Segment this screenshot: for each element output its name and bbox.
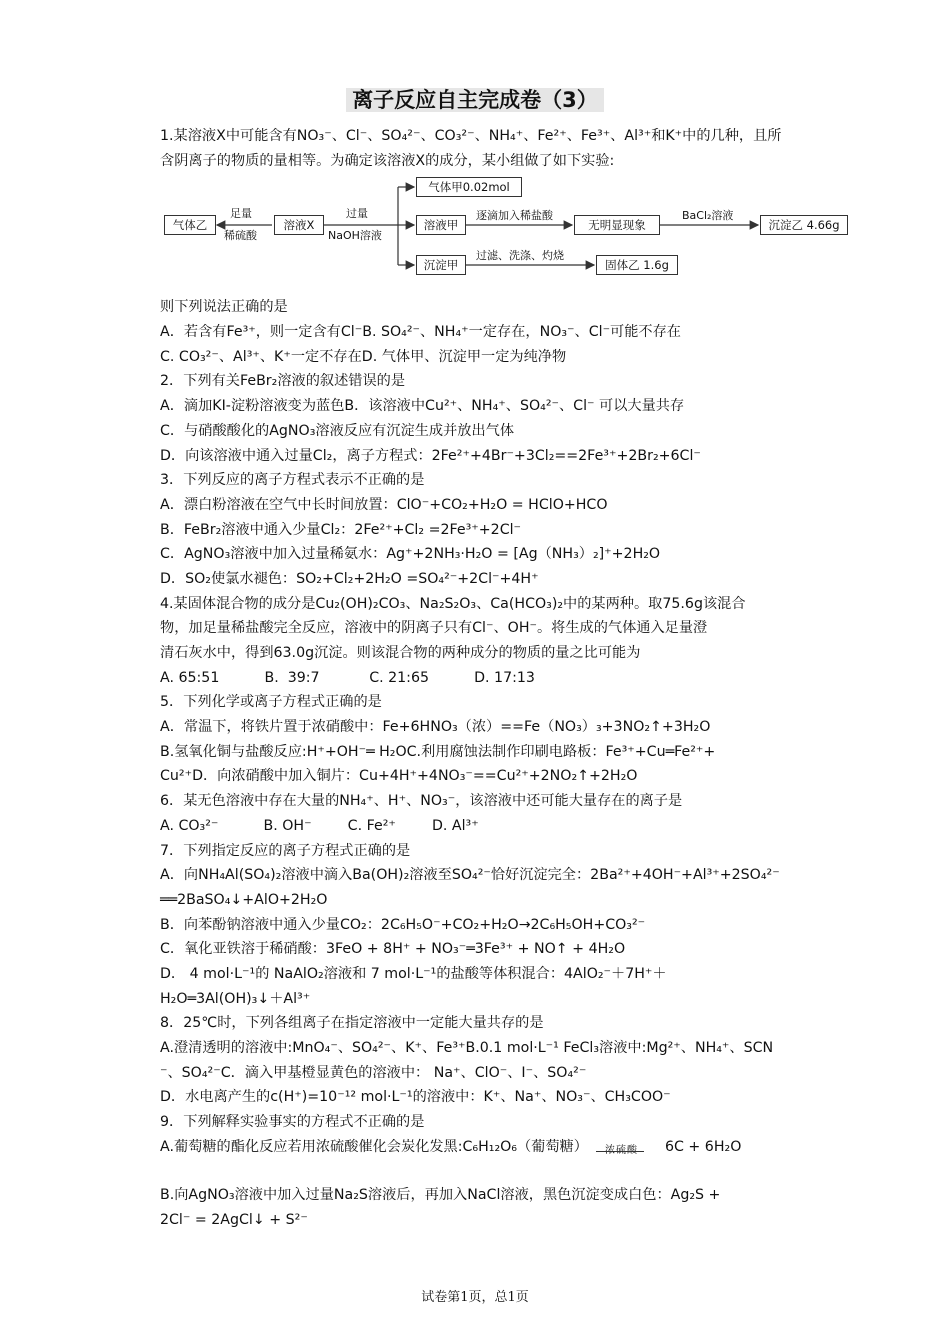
q5-stem: 5．下列化学或离子方程式正确的是 xyxy=(160,694,382,711)
q9-option-b-line2: 2Cl⁻ = 2AgCl↓ + S²⁻ xyxy=(160,1212,308,1229)
q3-option-c: C．AgNO₃溶液中加入过量稀氨水：Ag⁺+2NH₃·H₂O = [Ag（NH₃）₂]⁺+2H₂O xyxy=(160,546,661,563)
q1-options-ab: A．若含有Fe³⁺，则一定含有Cl⁻B. SO₄²⁻、NH₄⁺一定存在，NO₃⁻、Cl⁻可能不存在 xyxy=(160,324,681,341)
q4-line1: 4.某固体混合物的成分是Cu₂(OH)₂CO₃、Na₂S₂O₃、Ca(HCO₃)₂中的某两种。取75.6g该混合 xyxy=(160,595,746,612)
right-reagent-bottom: NaOH溶液 xyxy=(328,229,382,243)
solid-b-box: 固体乙 1.6g xyxy=(596,255,678,275)
left-reagent-bottom: 稀硫酸 xyxy=(224,229,257,243)
solution-a-box: 溶液甲 xyxy=(416,215,466,235)
q7-option-d-line2: H₂O═3Al(OH)₃↓＋Al³⁺ xyxy=(160,990,311,1007)
q1-options-cd: C. CO₃²⁻、Al³⁺、K⁺一定不存在D. 气体甲、沉淀甲一定为纯净物 xyxy=(160,348,567,365)
solution-x-box: 溶液X xyxy=(274,215,324,235)
q6-stem: 6．某无色溶液中存在大量的NH₄⁺、H⁺、NO₃⁻，该溶液中还可能大量存在的离子是 xyxy=(160,793,683,810)
q2-options-ab: A．滴加KI-淀粉溶液变为蓝色B．该溶液中Cu²⁺、NH₄⁺、SO₄²⁻、Cl⁻ 可以大量共存 xyxy=(160,398,685,415)
q4-options: A. 65:51 B. 39:7 C. 21:65 D. 17:13 xyxy=(160,669,535,686)
condition-label: 浓硫酸 xyxy=(604,1144,638,1156)
gas-b-box: 气体乙 xyxy=(164,215,216,235)
q8-options-ab: A.澄清透明的溶液中:MnO₄⁻、SO₄²⁻、K⁺、Fe³⁺B.0.1 mol·L⁻¹ FeCl₃溶液中:Mg²⁺、NH₄⁺、SCN xyxy=(160,1040,774,1056)
q1-stem-line1: 1.某溶液X中可能含有NO₃⁻、Cl⁻、SO₄²⁻、CO₃²⁻、NH₄⁺、Fe²⁺、Fe³⁺、Al³⁺和K⁺中的几种，且所 xyxy=(160,128,782,144)
q9-option-a-right: 6C + 6H₂O xyxy=(664,1138,742,1155)
q7-option-a-line2: ══2BaSO₄↓+AlO+2H₂O xyxy=(160,891,328,908)
bacl2-label: BaCl₂溶液 xyxy=(682,209,734,223)
precip-b-box: 沉淀乙 4.66g xyxy=(760,215,848,235)
gas-a-box: 气体甲0.02mol xyxy=(416,177,522,197)
q8-option-d: D．水电离产生的c(H⁺)=10⁻¹² mol·L⁻¹的溶液中：K⁺、Na⁺、NO₃⁻、CH₃COO⁻ xyxy=(160,1089,671,1106)
q7-option-c: C．氧化亚铁溶于稀硝酸：3FeO + 8H⁺ + NO₃⁻═3Fe³⁺ + NO↑ + 4H₂O xyxy=(160,941,626,958)
q1-flow-diagram xyxy=(160,177,840,289)
q9-stem: 9．下列解释实验事实的方程式不正确的是 xyxy=(160,1114,425,1131)
q2-stem: 2．下列有关FeBr₂溶液的叙述错误的是 xyxy=(160,373,406,390)
q9-option-a xyxy=(160,1135,792,1160)
q5-option-d: Cu²⁺D．向浓硝酸中加入铜片：Cu+4H⁺+4NO₃⁻==Cu²⁺+2NO₂↑+2H₂O xyxy=(160,768,638,785)
page-title: 离子反应自主完成卷（3） xyxy=(0,84,950,114)
q4-line2: 物，加足量稀盐酸完全反应，溶液中的阴离子只有Cl⁻、OH⁻。将生成的气体通入足量澄 xyxy=(160,620,708,637)
right-reagent-top: 过量 xyxy=(346,207,368,221)
q1-ask: 则下列说法正确的是 xyxy=(160,299,288,316)
q8-options-bc: ⁻、SO₄²⁻C．滴入甲基橙显黄色的溶液中： Na⁺、ClO⁻、I⁻、SO₄²⁻ xyxy=(160,1064,587,1081)
q1-stem-line2: 含阴离子的物质的量相等。为确定该溶液X的成分，某小组做了如下实验: xyxy=(160,152,615,169)
q4-line3: 清石灰水中，得到63.0g沉淀。则该混合物的两种成分的物质的量之比可能为 xyxy=(160,645,641,661)
q7-stem: 7．下列指定反应的离子方程式正确的是 xyxy=(160,842,411,859)
q3-option-a: A．漂白粉溶液在空气中长时间放置：ClO⁻+CO₂+H₂O = HClO+HCO xyxy=(160,496,608,513)
q3-option-d: D．SO₂使氯水褪色：SO₂+Cl₂+2H₂O =SO₄²⁻+2Cl⁻+4H⁺ xyxy=(160,570,539,587)
q9-option-b-line1: B.向AgNO₃溶液中加入过量Na₂S溶液后，再加入NaCl溶液，黑色沉淀变成白色：Ag₂S + xyxy=(160,1187,721,1204)
q7-option-b: B．向苯酚钠溶液中通入少量CO₂：2C₆H₅O⁻+CO₂+H₂O→2C₆H₅OH+CO₃²⁻ xyxy=(160,916,646,933)
q5-options-bc: B.氢氧化铜与盐酸反应:H⁺+OH⁻═ H₂OC.利用腐蚀法制作印刷电路板：Fe³⁺+Cu═Fe²⁺+ xyxy=(160,743,716,760)
no-change-box: 无明显现象 xyxy=(574,215,660,235)
condition-arrow xyxy=(596,1151,644,1152)
reaction-condition xyxy=(592,1135,650,1162)
q8-stem: 8．25℃时，下列各组离子在指定溶液中一定能大量共存的是 xyxy=(160,1015,544,1032)
q3-stem: 3．下列反应的离子方程式表示不正确的是 xyxy=(160,472,425,489)
q3-option-b: B．FeBr₂溶液中通入少量Cl₂：2Fe²⁺+Cl₂ =2Fe³⁺+2Cl⁻ xyxy=(160,521,522,538)
q6-options: A. CO₃²⁻ B. OH⁻ C. Fe²⁺ D. Al³⁺ xyxy=(160,817,479,834)
question-list xyxy=(160,124,840,1233)
q5-option-a: A．常温下，将铁片置于浓硝酸中：Fe+6HNO₃（浓）==Fe（NO₃）₃+3NO₂↑+3H₂O xyxy=(160,719,711,736)
precip-a-box: 沉淀甲 xyxy=(416,255,466,275)
left-reagent-top: 足量 xyxy=(230,207,252,221)
step-wash-label: 过滤、洗涤、灼烧 xyxy=(476,249,564,263)
q7-option-a-line1: A．向NH₄Al(SO₄)₂溶液中滴入Ba(OH)₂溶液至SO₄²⁻恰好沉淀完全：2Ba²⁺+4OH⁻+Al³⁺+2SO₄²⁻ xyxy=(160,867,780,884)
q9-option-a-left: A.葡萄糖的酯化反应若用浓硫酸催化会炭化发黑:C₆H₁₂O₆（葡萄糖） xyxy=(160,1138,588,1155)
q2-option-d: D．向该溶液中通入过量Cl₂，离子方程式：2Fe²⁺+4Br⁻+3Cl₂==2Fe³⁺+2Br₂+6Cl⁻ xyxy=(160,447,701,464)
q2-option-c: C．与硝酸酸化的AgNO₃溶液反应有沉淀生成并放出气体 xyxy=(160,422,515,439)
page-footer: 试卷第1页，总1页 xyxy=(421,1290,529,1305)
q7-option-d-line1: D． 4 mol·L⁻¹的 NaAlO₂溶液和 7 mol·L⁻¹的盐酸等体积混合：4AlO₂⁻＋7H⁺＋ xyxy=(160,965,667,982)
step-hcl-label: 逐滴加入稀盐酸 xyxy=(476,209,553,223)
